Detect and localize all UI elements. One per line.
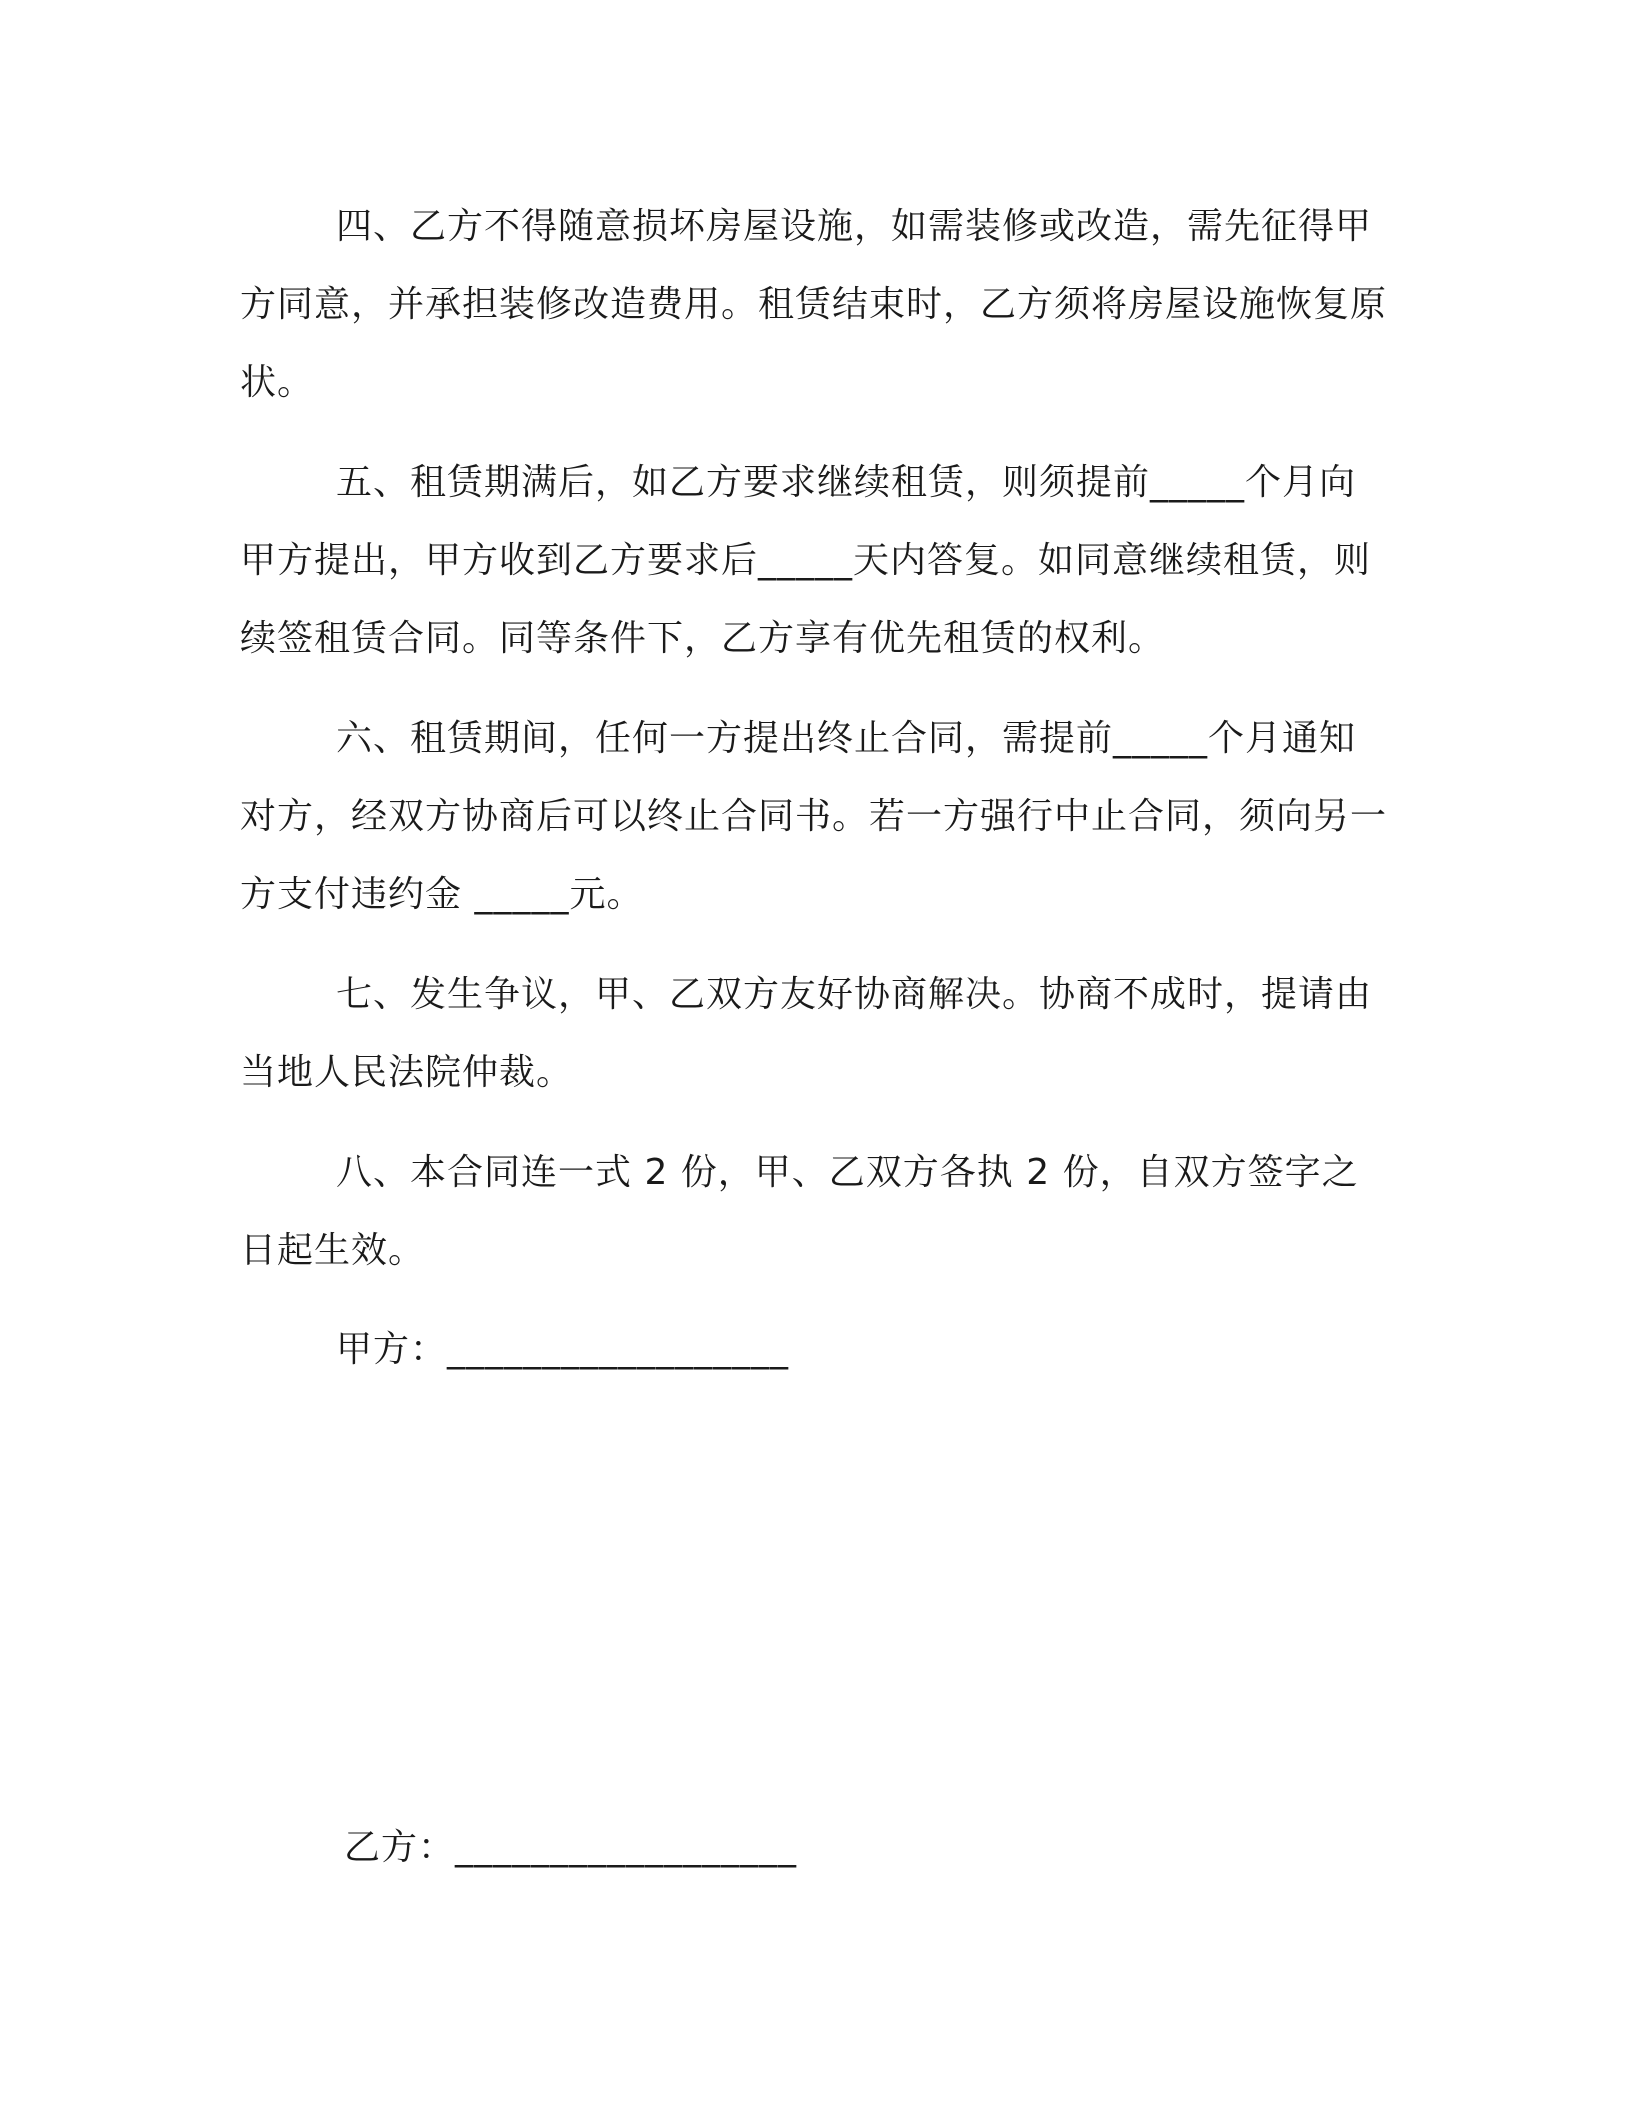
clause-7: 七、发生争议，甲、乙双方友好协商解决。协商不成时，提请由当地人民法院仲裁。 [240,974,1373,1093]
clause-4: 四、乙方不得随意损坏房屋设施，如需装修或改造，需先征得甲方同意，并承担装修改造费用。租赁结束时，乙方须将房屋设施恢复原状。 [240,206,1388,403]
clause-8: 八、本合同连一式 2 份，甲、乙双方各执 2 份，自双方签字之日起生效。 [240,1152,1359,1271]
party-a-signature-line: 甲方：__________________ [336,1329,790,1370]
clause-6: 六、租赁期间，任何一方提出终止合同，需提前_____个月通知对方，经双方协商后可以终止合同书。若一方强行中止合同，须向另一方支付违约金 _____元。 [240,718,1388,915]
clause-5: 五、租赁期满后，如乙方要求继续租赁，则须提前_____个月向甲方提出，甲方收到乙方要求后_____天内答复。如同意继续租赁，则续签租赁合同。同等条件下，乙方享有优先租赁的权利。 [240,462,1372,659]
contract-body [240,188,1390,1312]
party-b-signature-line: 乙方：__________________ [344,1827,798,1868]
